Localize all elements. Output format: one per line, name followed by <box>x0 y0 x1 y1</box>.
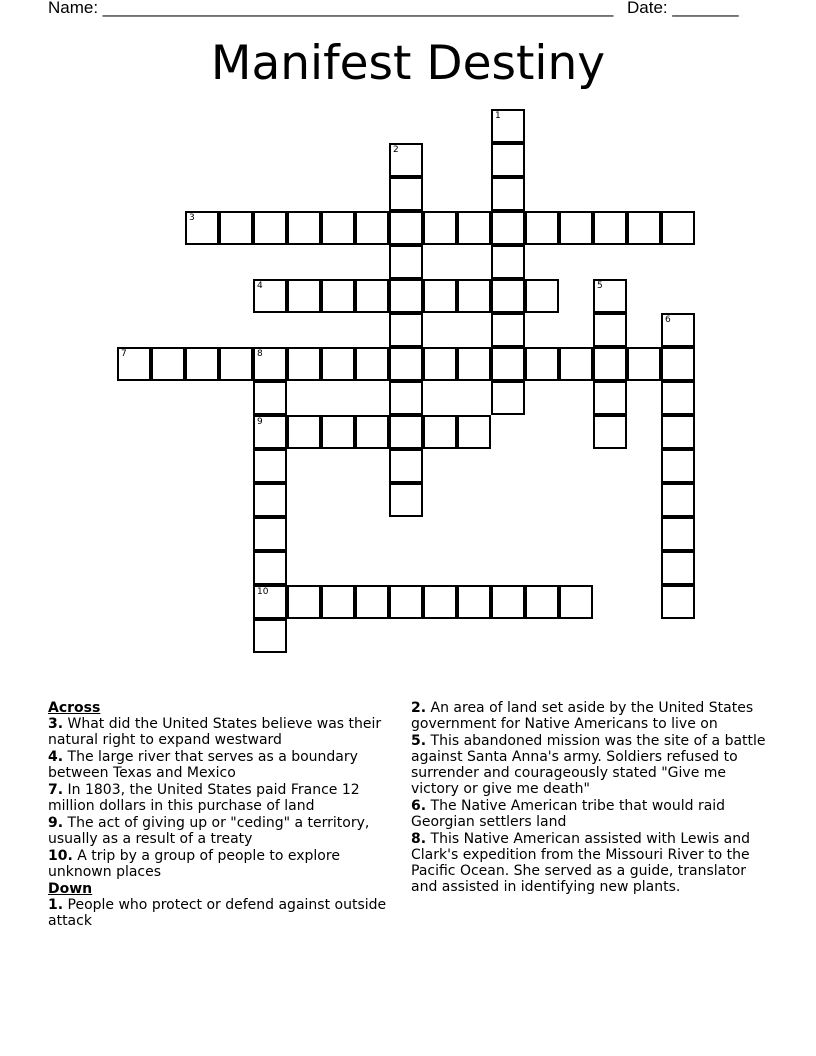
grid-cell[interactable] <box>491 381 525 415</box>
grid-cell[interactable] <box>287 347 321 381</box>
grid-cell[interactable] <box>389 245 423 279</box>
grid-cell[interactable] <box>287 279 321 313</box>
grid-cell[interactable] <box>355 415 389 449</box>
grid-cell[interactable] <box>355 347 389 381</box>
cell-number: 2 <box>393 145 399 155</box>
grid-cell[interactable] <box>355 585 389 619</box>
grid-cell[interactable] <box>287 211 321 245</box>
grid-cell[interactable] <box>559 347 593 381</box>
grid-cell[interactable] <box>151 347 185 381</box>
grid-cell[interactable] <box>593 415 627 449</box>
grid-cell[interactable] <box>389 483 423 517</box>
clue-across-10: 10. A trip by a group of people to explore unknown places <box>48 848 340 880</box>
grid-cell[interactable] <box>423 415 457 449</box>
grid-cell[interactable] <box>661 483 695 517</box>
clue-down-6: 6. The Native American tribe that would raid Georgian settlers land <box>411 798 726 830</box>
cell-number: 6 <box>665 315 671 325</box>
grid-cell[interactable] <box>491 211 525 245</box>
grid-cell[interactable] <box>661 381 695 415</box>
grid-cell[interactable] <box>423 211 457 245</box>
grid-cell[interactable] <box>593 279 627 313</box>
cell-number: 4 <box>257 281 263 291</box>
clues-left-column <box>48 700 388 930</box>
grid-cell[interactable] <box>117 347 151 381</box>
grid-cell[interactable] <box>355 211 389 245</box>
grid-cell[interactable] <box>661 211 695 245</box>
grid-cell[interactable] <box>661 347 695 381</box>
grid-cell[interactable] <box>389 143 423 177</box>
grid-cell[interactable] <box>423 279 457 313</box>
grid-cell[interactable] <box>559 585 593 619</box>
grid-cell[interactable] <box>389 585 423 619</box>
grid-cell[interactable] <box>321 211 355 245</box>
grid-cell[interactable] <box>253 381 287 415</box>
grid-cell[interactable] <box>389 381 423 415</box>
grid-cell[interactable] <box>355 279 389 313</box>
clue-across-9: 9. The act of giving up or "ceding" a territory, usually as a result of a treaty <box>48 815 370 847</box>
grid-cell[interactable] <box>389 313 423 347</box>
grid-cell[interactable] <box>661 449 695 483</box>
grid-cell[interactable] <box>457 211 491 245</box>
grid-cell[interactable] <box>185 347 219 381</box>
grid-cell[interactable] <box>253 517 287 551</box>
grid-cell[interactable] <box>525 211 559 245</box>
grid-cell[interactable] <box>253 585 287 619</box>
clue-across-4: 4. The large river that serves as a boundary between Texas and Mexico <box>48 749 358 781</box>
clue-down-8: 8. This Native American assisted with Lewis and Clark's expedition from the Missouri River to the Pacific Ocean. She served as a guide, translator and assisted in identifying new plants. <box>411 831 750 895</box>
page-title: Manifest Destiny <box>210 36 606 91</box>
clue-across-7: 7. In 1803, the United States paid France 12 million dollars in this purchase of land <box>48 782 360 814</box>
grid-cell[interactable] <box>593 313 627 347</box>
grid-cell[interactable] <box>593 211 627 245</box>
clue-down-2: 2. An area of land set aside by the United States government for Native Americans to live on <box>411 700 754 732</box>
grid-cell[interactable] <box>253 279 287 313</box>
grid-cell[interactable] <box>219 347 253 381</box>
grid-cell[interactable] <box>525 585 559 619</box>
grid-cell[interactable] <box>287 585 321 619</box>
grid-cell[interactable] <box>321 347 355 381</box>
grid-cell[interactable] <box>457 279 491 313</box>
grid-cell[interactable] <box>491 279 525 313</box>
grid-cell[interactable] <box>593 347 627 381</box>
grid-cell[interactable] <box>321 279 355 313</box>
grid-cell[interactable] <box>627 211 661 245</box>
across-heading: Across <box>48 700 101 716</box>
grid-cell[interactable] <box>525 347 559 381</box>
date-field[interactable]: Date: _______ <box>627 0 739 17</box>
grid-cell[interactable] <box>253 551 287 585</box>
grid-cell[interactable] <box>389 279 423 313</box>
cell-number: 10 <box>257 587 269 597</box>
grid-cell[interactable] <box>491 143 525 177</box>
cell-number: 9 <box>257 417 263 427</box>
grid-cell[interactable] <box>661 585 695 619</box>
clues-right-column <box>411 700 773 896</box>
grid-cell[interactable] <box>457 585 491 619</box>
clue-down-5: 5. This abandoned mission was the site of a battle against Santa Anna's army. Soldiers refused to surrender and courageously stated "Give me victory or give me death" <box>411 733 766 797</box>
grid-cell[interactable] <box>661 313 695 347</box>
cell-number: 7 <box>121 349 127 359</box>
grid-cell[interactable] <box>253 415 287 449</box>
cell-number: 3 <box>189 213 195 223</box>
cell-number: 5 <box>597 281 603 291</box>
grid-cell[interactable] <box>491 109 525 143</box>
grid-cell[interactable] <box>559 211 593 245</box>
grid-cell[interactable] <box>253 211 287 245</box>
grid-cell[interactable] <box>491 313 525 347</box>
grid-cell[interactable] <box>593 381 627 415</box>
clue-across-3: 3. What did the United States believe was their natural right to expand westward <box>48 716 382 748</box>
grid-cell[interactable] <box>491 347 525 381</box>
cell-number: 1 <box>495 111 501 121</box>
grid-cell[interactable] <box>457 415 491 449</box>
grid-cell[interactable] <box>491 177 525 211</box>
grid-cell[interactable] <box>491 585 525 619</box>
clue-down-1: 1. People who protect or defend against outside attack <box>48 897 387 929</box>
grid-cell[interactable] <box>253 619 287 653</box>
grid-cell[interactable] <box>627 347 661 381</box>
grid-cell[interactable] <box>253 483 287 517</box>
name-field[interactable]: Name: ______________________________________________________ <box>48 0 614 17</box>
grid-cell[interactable] <box>389 211 423 245</box>
grid-cell[interactable] <box>389 415 423 449</box>
grid-cell[interactable] <box>287 415 321 449</box>
grid-cell[interactable] <box>321 415 355 449</box>
grid-cell[interactable] <box>525 279 559 313</box>
grid-cell[interactable] <box>389 449 423 483</box>
grid-cell[interactable] <box>253 449 287 483</box>
grid-cell[interactable] <box>661 551 695 585</box>
grid-cell[interactable] <box>185 211 219 245</box>
cell-number: 8 <box>257 349 263 359</box>
grid-cell[interactable] <box>389 177 423 211</box>
grid-cell[interactable] <box>661 517 695 551</box>
grid-cell[interactable] <box>253 347 287 381</box>
grid-cell[interactable] <box>423 585 457 619</box>
grid-cell[interactable] <box>491 245 525 279</box>
down-heading: Down <box>48 881 93 897</box>
grid-cell[interactable] <box>389 347 423 381</box>
grid-cell[interactable] <box>321 585 355 619</box>
grid-cell[interactable] <box>219 211 253 245</box>
grid-cell[interactable] <box>661 415 695 449</box>
grid-cell[interactable] <box>457 347 491 381</box>
grid-cell[interactable] <box>423 347 457 381</box>
